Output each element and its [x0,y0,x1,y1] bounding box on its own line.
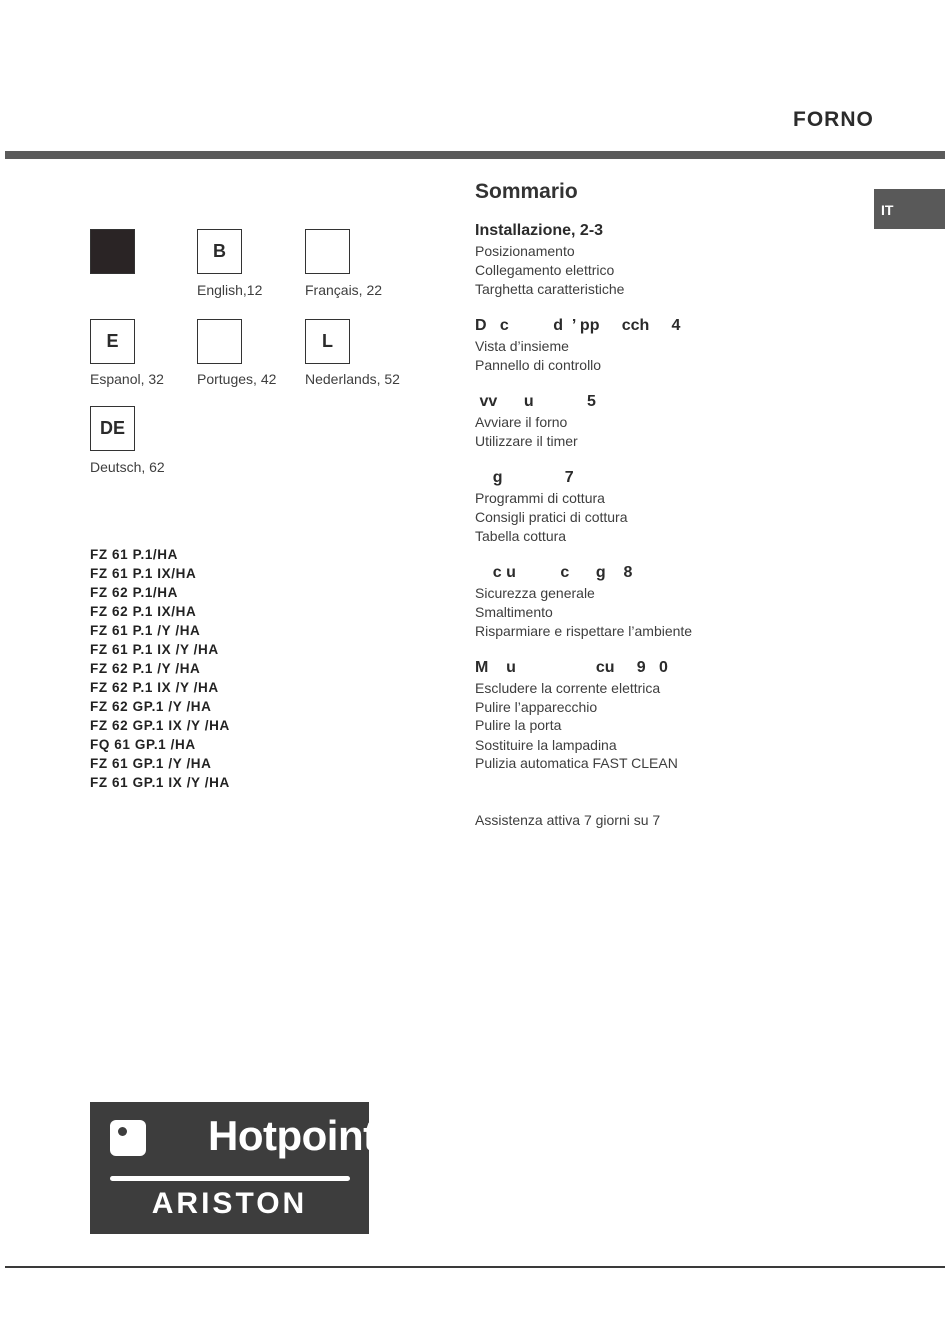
language-box-spanish: E [90,319,135,364]
language-label-french: Français, 22 [305,282,383,298]
logo-divider [110,1176,350,1181]
section-item: Pulizia automatica FAST CLEAN [475,755,678,771]
language-label-portuguese: Portuges, 42 [197,371,277,387]
language-box-french [305,229,350,274]
model-item: FZ 62 P.1/HA [90,585,178,600]
model-item: FZ 61 P.1 IX /Y /HA [90,642,219,657]
section-item: Pannello di controllo [475,357,602,373]
section-item: Vista d’insieme [475,338,569,354]
language-label-dutch: Nederlands, 52 [305,371,400,387]
model-item: FZ 61 GP.1 /Y /HA [90,756,212,771]
section-item: Risparmiare e rispettare l’ambiente [475,623,693,639]
section-item: Pulire l’apparecchio [475,699,598,715]
page-title: FORNO [793,108,874,131]
assistance-note: Assistenza attiva 7 giorni su 7 [475,812,661,828]
language-box-portuguese [197,319,242,364]
model-item: FZ 62 P.1 IX /Y /HA [90,680,219,695]
model-item: FZ 62 GP.1 /Y /HA [90,699,212,714]
section-item: Sostituire la lampadina [475,737,617,753]
model-item: FZ 62 P.1 /Y /HA [90,661,201,676]
footer-divider [5,1266,945,1268]
model-item: FZ 61 P.1 IX/HA [90,566,197,581]
logo-mark-icon [110,1120,146,1156]
language-box-english: B [197,229,242,274]
section-heading: g 7 [475,469,574,486]
logo-brand: Hotpoint [208,1112,377,1159]
section-item: Posizionamento [475,243,575,259]
section-item: Pulire la porta [475,717,562,733]
section-heading: c u c g 8 [475,564,633,581]
language-label-german: Deutsch, 62 [90,459,165,475]
contents-title: Sommario [475,180,578,203]
header-divider [5,151,945,159]
section-item: Smaltimento [475,604,553,620]
section-item: Sicurezza generale [475,585,595,601]
model-item: FZ 62 P.1 IX/HA [90,604,197,619]
section-item: Utilizzare il timer [475,433,578,449]
model-item: FZ 61 GP.1 IX /Y /HA [90,775,230,790]
section-item: Collegamento elettrico [475,262,615,278]
logo-subbrand: ARISTON [151,1187,308,1220]
model-item: FZ 61 P.1 /Y /HA [90,623,201,638]
section-item: Targhetta caratteristiche [475,281,625,297]
model-item: FQ 61 GP.1 /HA [90,737,196,752]
section-item: Avviare il forno [475,414,568,430]
language-box-dutch: L [305,319,350,364]
language-box-italian [90,229,135,274]
language-label-english: English,12 [197,282,263,298]
section-heading: vv u 5 [475,393,596,410]
section-item: Consigli pratici di cottura [475,509,628,525]
section-heading: D c d ’ pp cch 4 [475,317,681,334]
section-heading: M u cu 9 0 [475,659,668,676]
language-label-spanish: Espanol, 32 [90,371,164,387]
language-tab: IT [874,189,945,229]
section-item: Programmi di cottura [475,490,605,506]
hotpoint-ariston-logo [90,1102,377,1234]
model-item: FZ 61 P.1/HA [90,547,178,562]
model-item: FZ 62 GP.1 IX /Y /HA [90,718,230,733]
section-heading: Installazione, 2-3 [475,222,604,239]
language-box-german: DE [90,406,135,451]
section-item: Escludere la corrente elettrica [475,680,661,696]
section-item: Tabella cottura [475,528,567,544]
